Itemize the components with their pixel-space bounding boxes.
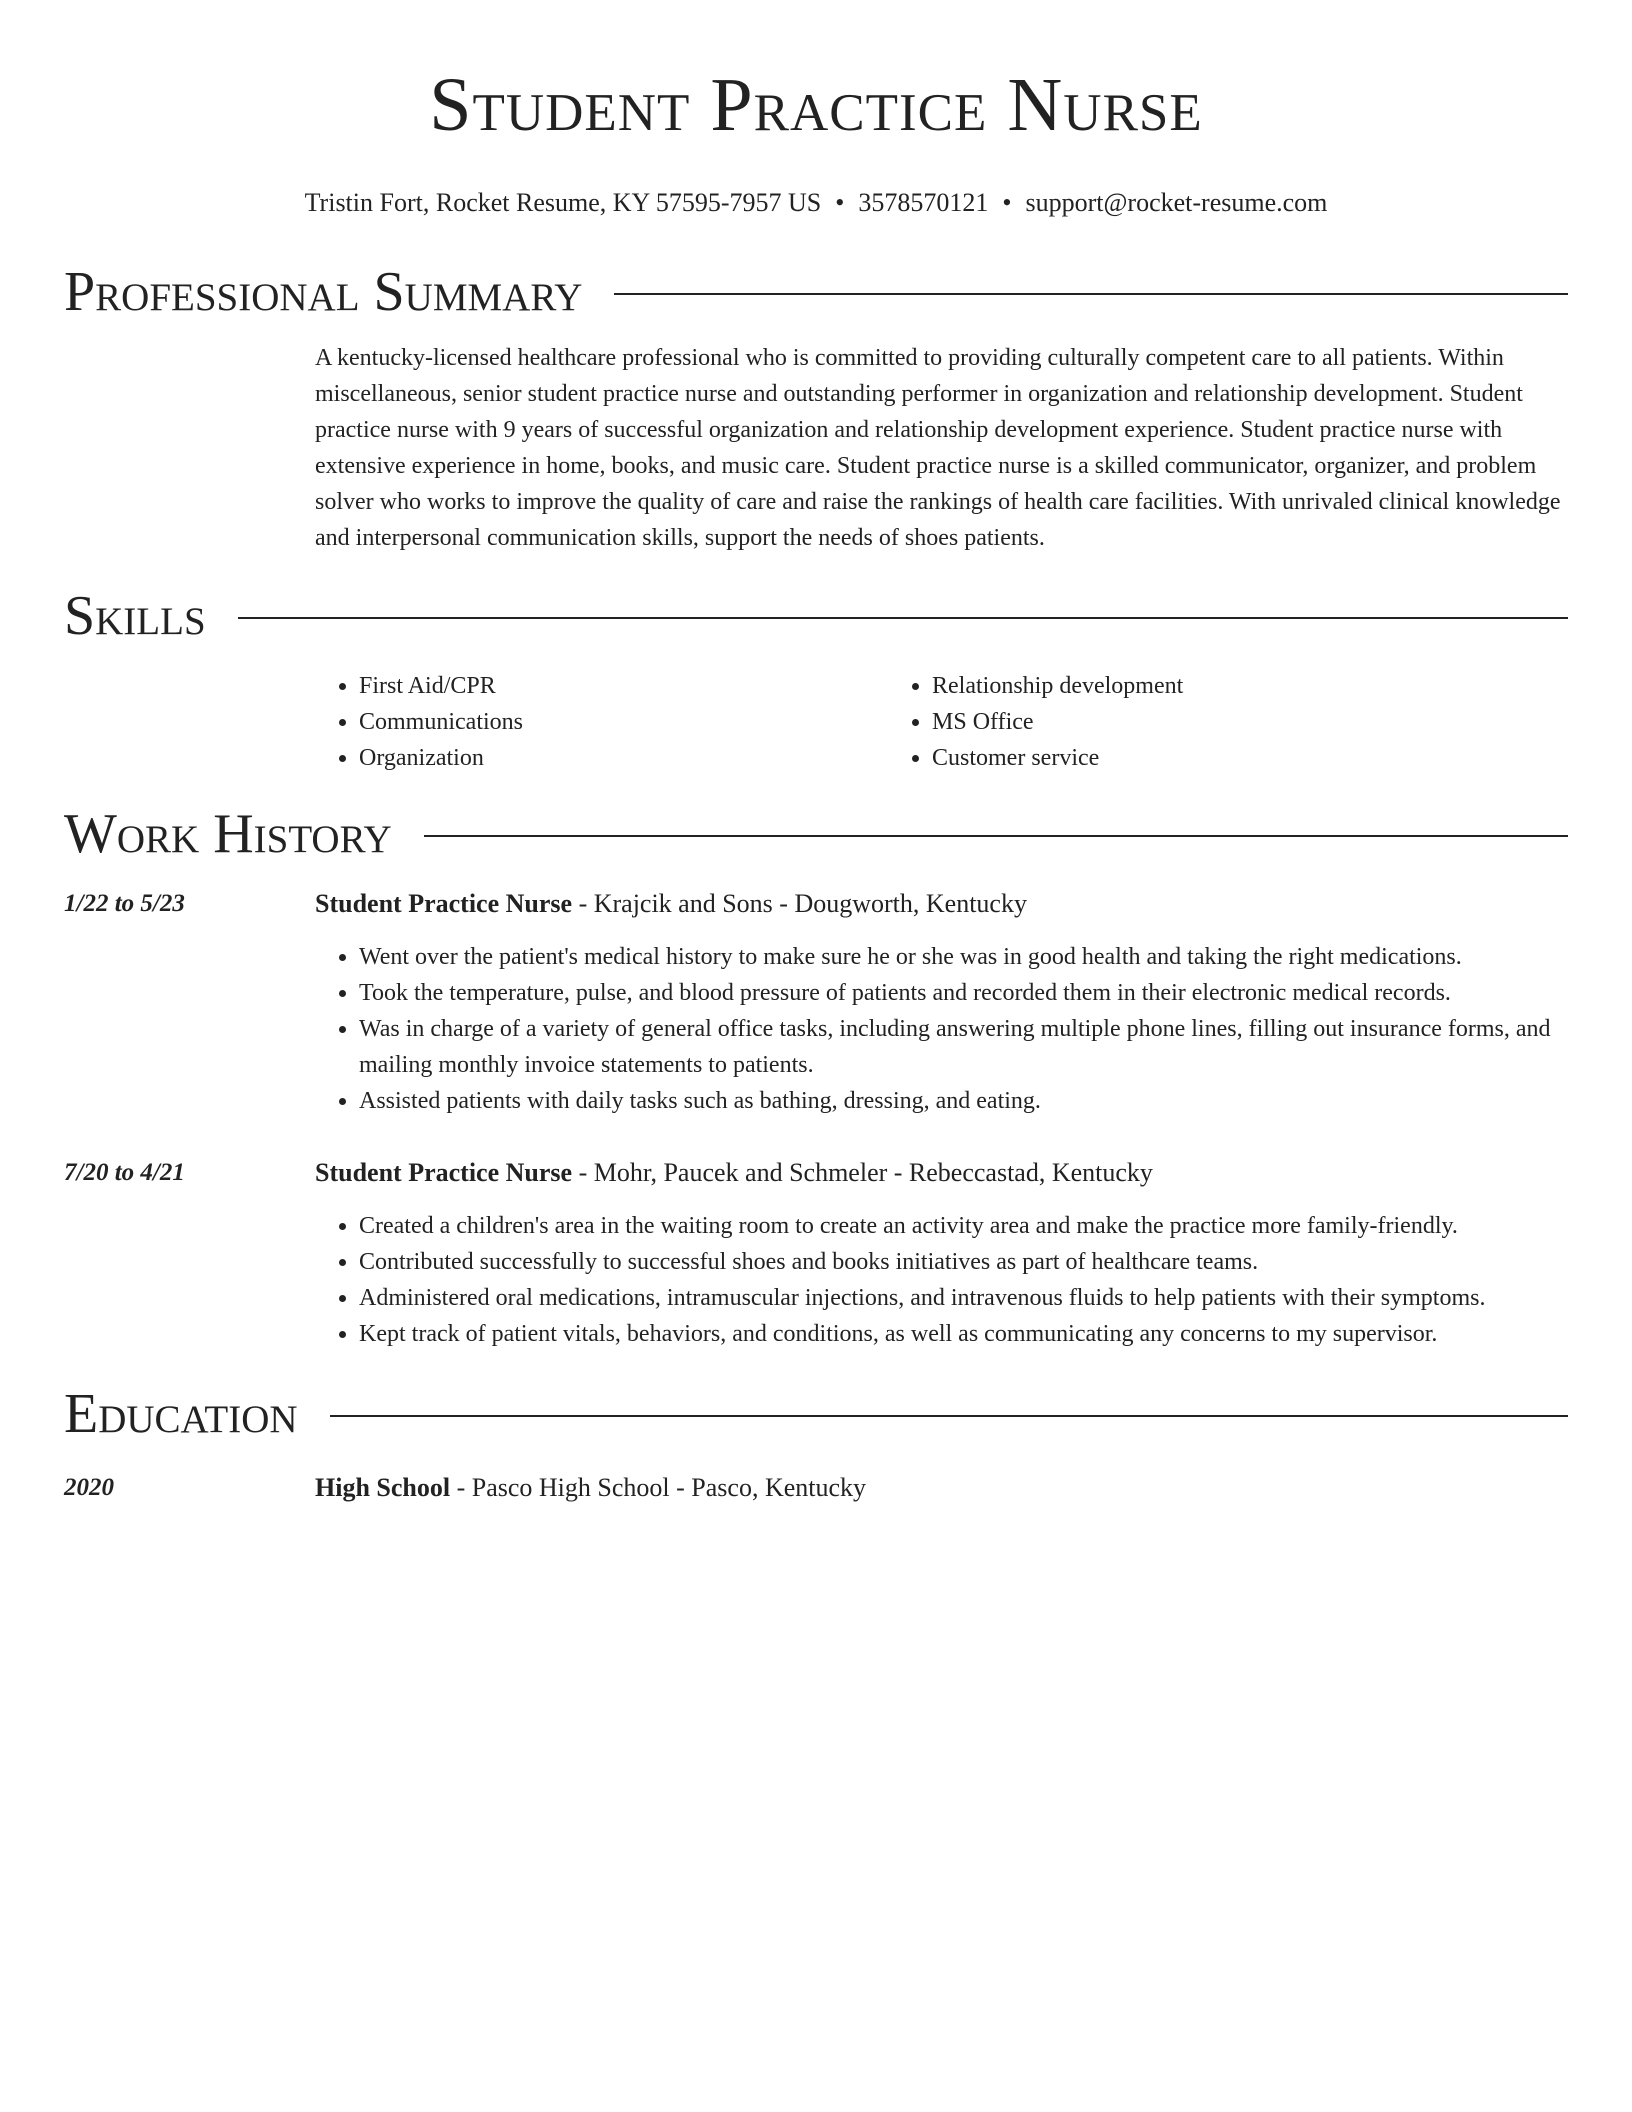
skills-list-right xyxy=(888,668,1461,776)
job-entry xyxy=(64,886,1568,1119)
contact-email: support@rocket-resume.com xyxy=(1025,188,1328,217)
work-section-header xyxy=(64,802,1568,866)
section-divider xyxy=(424,835,1568,837)
skills-list-left xyxy=(315,668,888,776)
skills-section xyxy=(64,648,1568,776)
job-bullet: • Was in charge of a variety of general office tasks, including answering multiple phone lines, filling out insurance forms, and mailing monthly invoice statements to patients. xyxy=(359,1011,1568,1083)
resume-name: Student Practice Nurse xyxy=(429,63,1203,147)
contact-line xyxy=(64,186,1568,220)
job-bullet: • Went over the patient's medical history to make sure he or she was in good health and taking the right medications. xyxy=(359,939,1568,975)
summary-text: A kentucky-licensed healthcare professional who is committed to providing culturally competent care to all patients. Within miscellaneous, senior student practice nurse and outstanding performer in organization and relationship development. Student practice nurse with 9 years of successful organization and relationship development experience. Student practice nurse with extensive experience in home, books, and music care. Student practice nurse is a skilled communicator, organizer, and problem solver who works to improve the quality of care and raise the rankings of health care facilities. With unrivaled clinical knowledge and interpersonal communication skills, support the needs of shoes patients. xyxy=(315,345,1561,551)
resume-page xyxy=(64,0,1568,1506)
job-bullets xyxy=(315,1208,1568,1352)
summary-heading: Professional Summary xyxy=(64,261,583,323)
skill-item: • Customer service xyxy=(932,740,1461,776)
contact-separator: • xyxy=(835,188,845,217)
contact-address: Tristin Fort, Rocket Resume, KY 57595-7957 US xyxy=(304,188,822,217)
education-degree: High School xyxy=(315,1473,451,1502)
job-bullet: • Administered oral medications, intramuscular injections, and intravenous fluids to help patients with their symptoms. xyxy=(359,1280,1568,1316)
contact-separator: • xyxy=(1002,188,1012,217)
job-dates: 7/20 to 4/21 xyxy=(64,1159,185,1186)
job-employer: - Krajcik and Sons - Dougworth, Kentucky xyxy=(572,889,1027,918)
job-body xyxy=(315,886,1568,1119)
job-body xyxy=(315,1155,1568,1352)
job-bullets xyxy=(315,939,1568,1119)
job-entry xyxy=(64,1155,1568,1352)
job-title: Student Practice Nurse xyxy=(315,889,573,918)
job-dates: 1/22 to 5/23 xyxy=(64,890,185,917)
education-school: - Pasco High School - Pasco, Kentucky xyxy=(450,1473,867,1502)
summary-spacer xyxy=(64,340,315,556)
education-heading: Education xyxy=(64,1383,298,1445)
skills-spacer xyxy=(64,648,315,776)
skill-item: • First Aid/CPR xyxy=(359,668,888,704)
summary-section-header xyxy=(64,260,1568,324)
education-year: 2020 xyxy=(64,1474,114,1501)
skill-item: • Organization xyxy=(359,740,888,776)
job-bullet: • Contributed successfully to successful shoes and books initiatives as part of healthcare teams. xyxy=(359,1244,1568,1280)
work-heading: Work History xyxy=(64,803,392,865)
skills-section-header xyxy=(64,584,1568,648)
education-section-header xyxy=(64,1382,1568,1446)
section-divider xyxy=(330,1415,1568,1417)
skill-item: • Relationship development xyxy=(932,668,1461,704)
skill-item: • Communications xyxy=(359,704,888,740)
job-employer: - Mohr, Paucek and Schmeler - Rebeccastad, Kentucky xyxy=(572,1158,1153,1187)
skills-grid xyxy=(315,668,1461,776)
job-title-line xyxy=(315,1155,1568,1191)
summary-section xyxy=(64,340,1568,556)
education-line xyxy=(315,1470,1568,1506)
section-divider xyxy=(614,293,1568,295)
job-bullet: • Kept track of patient vitals, behaviors, and conditions, as well as communicating any concerns to my supervisor. xyxy=(359,1316,1568,1352)
skills-heading: Skills xyxy=(64,585,206,647)
job-bullet: • Took the temperature, pulse, and blood pressure of patients and recorded them in their electronic medical records. xyxy=(359,975,1568,1011)
job-title: Student Practice Nurse xyxy=(315,1158,573,1187)
skill-item: • MS Office xyxy=(932,704,1461,740)
job-bullet: • Assisted patients with daily tasks such as bathing, dressing, and eating. xyxy=(359,1083,1568,1119)
contact-phone: 3578570121 xyxy=(858,188,989,217)
job-bullet: • Created a children's area in the waiting room to create an activity area and make the practice more family-friendly. xyxy=(359,1208,1568,1244)
education-entry xyxy=(64,1470,1568,1506)
job-title-line xyxy=(315,886,1568,922)
section-divider xyxy=(238,617,1568,619)
